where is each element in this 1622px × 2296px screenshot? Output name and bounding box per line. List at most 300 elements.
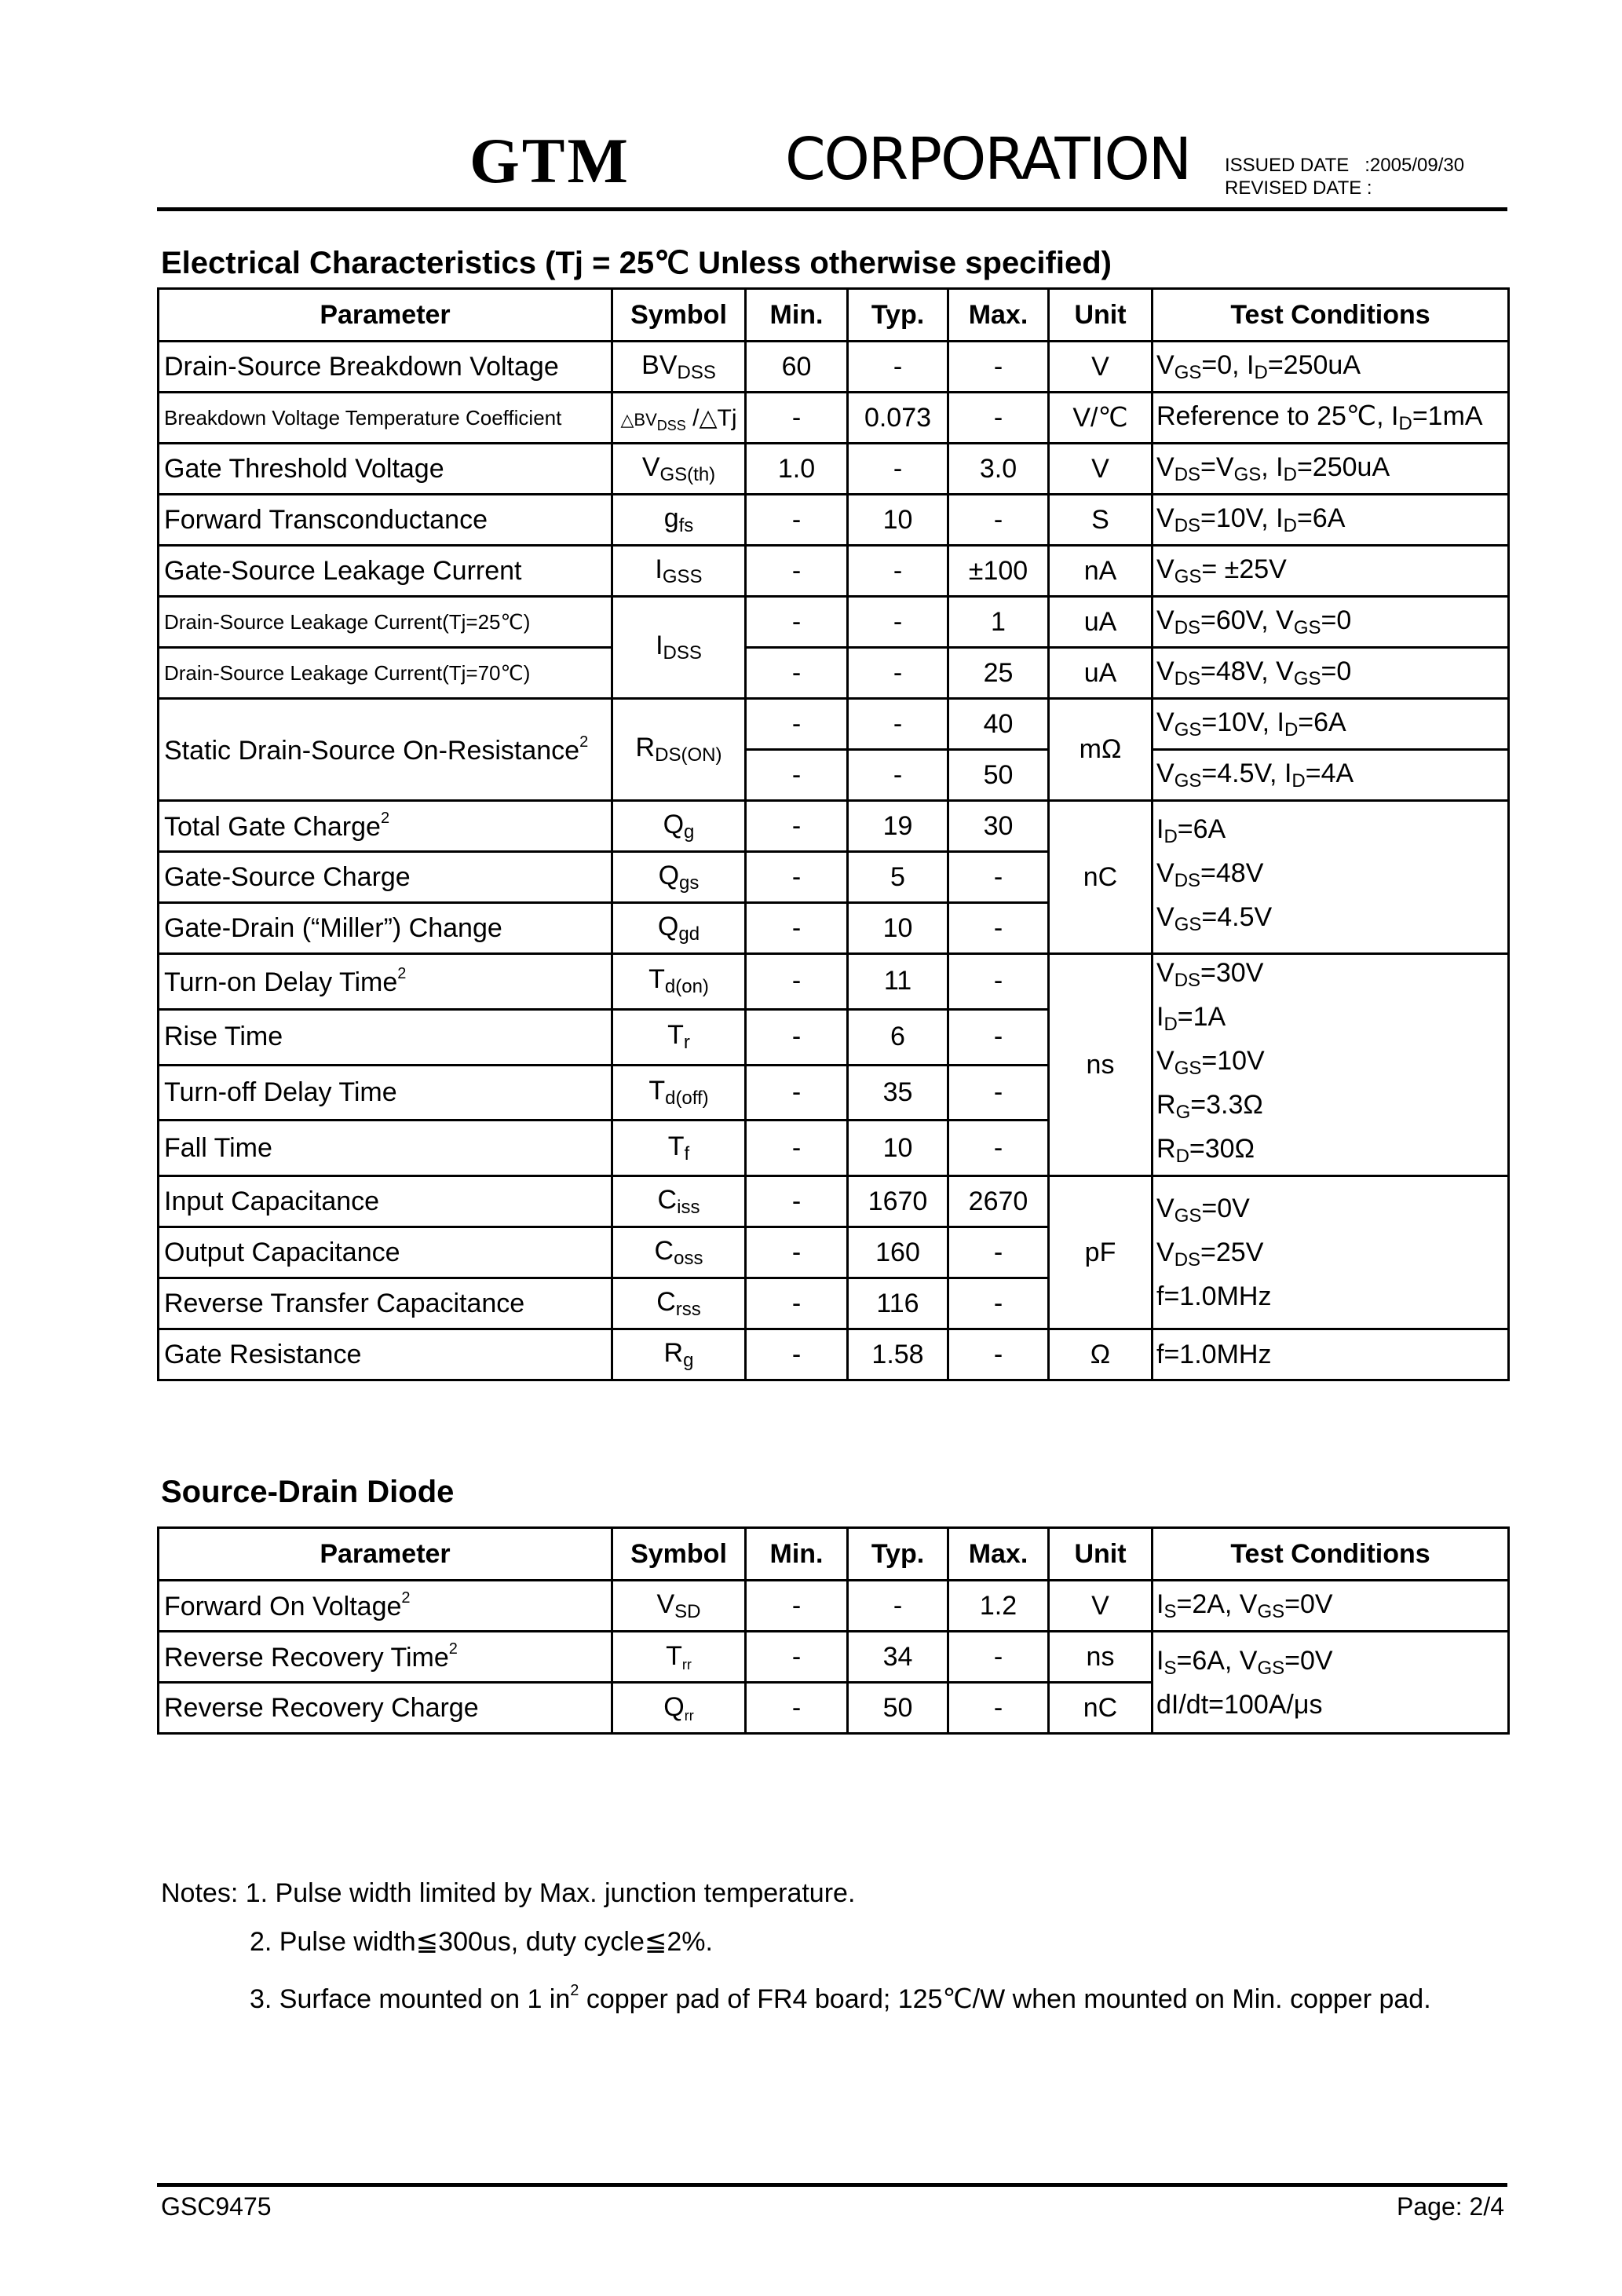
tc-line bbox=[1156, 1643, 1504, 1687]
tc-sub: GS bbox=[1257, 1657, 1285, 1679]
symbol bbox=[612, 1683, 746, 1734]
unit: ns bbox=[1049, 1632, 1153, 1683]
tc-sub: GS bbox=[1174, 1205, 1202, 1227]
parameter: Breakdown Voltage Temperature Coefficient bbox=[159, 393, 612, 444]
col-typ: Typ. bbox=[848, 1528, 948, 1581]
tc-line bbox=[1156, 955, 1504, 999]
tc-line bbox=[1156, 999, 1504, 1043]
tc-text: =1A bbox=[1177, 1002, 1226, 1032]
note-3 bbox=[161, 1966, 1431, 2024]
col-test-conditions: Test Conditions bbox=[1153, 289, 1509, 342]
symbol-sub: d(off) bbox=[665, 1087, 709, 1109]
tc-text: =25V bbox=[1200, 1238, 1264, 1267]
min: - bbox=[746, 1227, 848, 1278]
symbol bbox=[612, 1278, 746, 1329]
typ: 160 bbox=[848, 1227, 948, 1278]
typ: 10 bbox=[848, 495, 948, 546]
unit: S bbox=[1049, 495, 1153, 546]
table-row bbox=[159, 648, 1509, 699]
symbol bbox=[612, 444, 746, 495]
max: - bbox=[948, 1632, 1049, 1683]
test-condition bbox=[1153, 648, 1509, 699]
symbol bbox=[612, 1581, 746, 1632]
unit: nA bbox=[1049, 546, 1153, 597]
tc-sub: D bbox=[1175, 1146, 1189, 1167]
col-parameter: Parameter bbox=[159, 1528, 612, 1581]
symbol-sub: rr bbox=[681, 1656, 692, 1673]
symbol-main: △BV bbox=[620, 409, 657, 430]
min: - bbox=[746, 1176, 848, 1227]
parameter bbox=[159, 1632, 612, 1683]
symbol bbox=[612, 1009, 746, 1065]
table-row bbox=[159, 1176, 1509, 1227]
max: - bbox=[948, 1009, 1049, 1065]
test-condition bbox=[1153, 495, 1509, 546]
parameter: Fall Time bbox=[159, 1121, 612, 1176]
symbol-main: T bbox=[648, 1075, 666, 1106]
company-logo: GTM bbox=[469, 125, 630, 196]
symbol-main: Q bbox=[663, 1691, 685, 1722]
min: - bbox=[746, 1278, 848, 1329]
symbol-sub: DSS bbox=[677, 361, 716, 383]
symbol bbox=[612, 1176, 746, 1227]
tc-text: =V bbox=[1200, 452, 1234, 482]
tc-text: = ±25V bbox=[1201, 554, 1287, 584]
max: 40 bbox=[948, 699, 1049, 750]
min: - bbox=[746, 1065, 848, 1121]
symbol-main: C bbox=[654, 1235, 674, 1266]
typ: 6 bbox=[848, 1009, 948, 1065]
min: - bbox=[746, 1581, 848, 1632]
typ: 11 bbox=[848, 954, 948, 1010]
symbol bbox=[612, 393, 746, 444]
typ: - bbox=[848, 648, 948, 699]
notes bbox=[161, 1869, 1431, 2024]
tc-text: =0V bbox=[1284, 1589, 1333, 1619]
page-number: Page: 2/4 bbox=[1397, 2192, 1504, 2221]
table-row bbox=[159, 597, 1509, 648]
symbol-sub: GSS bbox=[662, 565, 703, 587]
tc-text: I bbox=[1156, 814, 1164, 844]
col-test-conditions: Test Conditions bbox=[1153, 1528, 1509, 1581]
tc-text: =2A, V bbox=[1176, 1589, 1258, 1619]
min: - bbox=[746, 495, 848, 546]
symbol-main: I bbox=[656, 631, 663, 660]
tc-line bbox=[1156, 899, 1504, 943]
symbol-sub: iss bbox=[677, 1196, 700, 1218]
note-ref: 2 bbox=[401, 1589, 411, 1607]
min: - bbox=[746, 1121, 848, 1176]
parameter-text: Forward On Voltage bbox=[164, 1592, 402, 1621]
symbol-main: T bbox=[648, 964, 665, 995]
min: - bbox=[746, 1009, 848, 1065]
tc-text: I bbox=[1156, 1645, 1164, 1676]
typ: - bbox=[848, 546, 948, 597]
table-header-row bbox=[159, 289, 1509, 342]
symbol bbox=[612, 801, 746, 852]
symbol bbox=[612, 495, 746, 546]
tc-text: V bbox=[1156, 1238, 1174, 1267]
max: 1 bbox=[948, 597, 1049, 648]
table-row bbox=[159, 495, 1509, 546]
tc-sub: GS bbox=[1174, 914, 1202, 935]
table-row bbox=[159, 444, 1509, 495]
unit: V bbox=[1049, 1581, 1153, 1632]
min: - bbox=[746, 903, 848, 954]
tc-text: =48V, V bbox=[1200, 656, 1294, 686]
table-row bbox=[159, 342, 1509, 393]
tc-text: =0 bbox=[1321, 605, 1352, 635]
issued-value: :2005/09/30 bbox=[1364, 155, 1465, 176]
tc-text: =10V, I bbox=[1201, 707, 1284, 737]
tc-line bbox=[1156, 811, 1504, 855]
tc-sub: DS bbox=[1174, 514, 1201, 536]
min: - bbox=[746, 801, 848, 852]
tc-sub: GS bbox=[1233, 463, 1262, 485]
parameter bbox=[159, 954, 612, 1010]
col-min: Min. bbox=[746, 1528, 848, 1581]
min: - bbox=[746, 852, 848, 903]
typ: 50 bbox=[848, 1683, 948, 1734]
tc-text: V bbox=[1156, 349, 1174, 380]
symbol-sub: gd bbox=[678, 923, 700, 945]
tc-text: =250uA bbox=[1267, 349, 1361, 380]
unit: nC bbox=[1049, 801, 1153, 954]
issued-label: ISSUED DATE bbox=[1225, 155, 1350, 176]
parameter: Gate-Source Charge bbox=[159, 852, 612, 903]
tc-text: =4A bbox=[1305, 758, 1354, 788]
max: ±100 bbox=[948, 546, 1049, 597]
tc-line: dI/dt=100A/μs bbox=[1156, 1689, 1323, 1720]
parameter: Drain-Source Leakage Current(Tj=25℃) bbox=[159, 597, 612, 648]
symbol-main: I bbox=[655, 554, 663, 584]
parameter: Gate Threshold Voltage bbox=[159, 444, 612, 495]
tc-text: V bbox=[1156, 656, 1174, 686]
tc-sub: GS bbox=[1257, 1600, 1285, 1622]
tc-sub: D bbox=[1254, 361, 1268, 383]
tc-sub: GS bbox=[1174, 361, 1202, 383]
tc-text: =250uA bbox=[1296, 452, 1390, 482]
typ: - bbox=[848, 750, 948, 801]
tc-text: V bbox=[1156, 452, 1174, 482]
symbol bbox=[612, 1121, 746, 1176]
symbol bbox=[612, 1632, 746, 1683]
symbol bbox=[612, 1329, 746, 1380]
date-block bbox=[1225, 154, 1464, 199]
max: - bbox=[948, 1329, 1049, 1380]
tc-text: =0, I bbox=[1201, 349, 1255, 380]
min: - bbox=[746, 393, 848, 444]
unit: uA bbox=[1049, 597, 1153, 648]
parameter: Reverse Transfer Capacitance bbox=[159, 1278, 612, 1329]
note-3-text: 3. Surface mounted on 1 in bbox=[250, 1984, 571, 2014]
min: 60 bbox=[746, 342, 848, 393]
tc-text: =30Ω bbox=[1189, 1134, 1255, 1164]
min: 1.0 bbox=[746, 444, 848, 495]
max: 25 bbox=[948, 648, 1049, 699]
tc-text: Reference to 25℃, I bbox=[1156, 401, 1399, 431]
symbol-main: R bbox=[663, 1337, 684, 1368]
symbol-tail: /△Tj bbox=[685, 404, 737, 431]
test-condition bbox=[1153, 801, 1509, 954]
typ: - bbox=[848, 342, 948, 393]
parameter: Turn-off Delay Time bbox=[159, 1065, 612, 1121]
tc-text: =6A, V bbox=[1176, 1645, 1258, 1676]
col-unit: Unit bbox=[1049, 289, 1153, 342]
col-unit: Unit bbox=[1049, 1528, 1153, 1581]
tc-sub: GS bbox=[1293, 667, 1321, 689]
symbol bbox=[612, 699, 746, 801]
tc-text: V bbox=[1156, 958, 1174, 988]
tc-text: I bbox=[1156, 1589, 1164, 1619]
max: 3.0 bbox=[948, 444, 1049, 495]
parameter bbox=[159, 699, 612, 801]
parameter bbox=[159, 801, 612, 852]
tc-text: =3.3Ω bbox=[1190, 1090, 1263, 1120]
tc-text: =6A bbox=[1298, 707, 1346, 737]
parameter: Forward Transconductance bbox=[159, 495, 612, 546]
parameter: Gate Resistance bbox=[159, 1329, 612, 1380]
test-condition bbox=[1153, 393, 1509, 444]
tc-text: =0 bbox=[1321, 656, 1352, 686]
parameter: Rise Time bbox=[159, 1009, 612, 1065]
unit: nC bbox=[1049, 1683, 1153, 1734]
test-condition bbox=[1153, 546, 1509, 597]
unit: V/℃ bbox=[1049, 393, 1153, 444]
header-rule bbox=[157, 207, 1507, 211]
typ: - bbox=[848, 597, 948, 648]
tc-text: =6A bbox=[1177, 814, 1226, 844]
table-row bbox=[159, 546, 1509, 597]
tc-line bbox=[1156, 855, 1504, 899]
test-condition bbox=[1153, 750, 1509, 801]
note-2: 2. Pulse width≦300us, duty cycle≦2%. bbox=[250, 1927, 713, 1957]
test-condition bbox=[1153, 1176, 1509, 1329]
parameter: Gate-Source Leakage Current bbox=[159, 546, 612, 597]
col-max: Max. bbox=[948, 1528, 1049, 1581]
col-symbol: Symbol bbox=[612, 1528, 746, 1581]
symbol-sub: r bbox=[683, 1032, 690, 1054]
table-header-row bbox=[159, 1528, 1509, 1581]
tc-sub: D bbox=[1164, 1014, 1178, 1035]
table-row bbox=[159, 1329, 1509, 1380]
symbol bbox=[612, 903, 746, 954]
max: - bbox=[948, 954, 1049, 1010]
tc-sub: D bbox=[1164, 826, 1178, 847]
max: 30 bbox=[948, 801, 1049, 852]
tc-text: =4.5V, I bbox=[1201, 758, 1292, 788]
min: - bbox=[746, 1683, 848, 1734]
note-ref: 2 bbox=[397, 964, 407, 982]
max: 2670 bbox=[948, 1176, 1049, 1227]
typ: 5 bbox=[848, 852, 948, 903]
parameter: Gate-Drain (“Miller”) Change bbox=[159, 903, 612, 954]
table-row bbox=[159, 801, 1509, 852]
unit: uA bbox=[1049, 648, 1153, 699]
tc-text: V bbox=[1156, 1046, 1174, 1076]
typ: 10 bbox=[848, 903, 948, 954]
max: - bbox=[948, 1683, 1049, 1734]
unit: Ω bbox=[1049, 1329, 1153, 1380]
tc-sub: GS bbox=[1293, 616, 1321, 638]
tc-sub: D bbox=[1283, 463, 1297, 485]
min: - bbox=[746, 1329, 848, 1380]
tc-sub: DS bbox=[1174, 970, 1201, 991]
footer-rule bbox=[157, 2183, 1507, 2187]
tc-sub: GS bbox=[1174, 770, 1202, 792]
test-condition bbox=[1153, 1632, 1509, 1734]
symbol-sub: g bbox=[684, 821, 695, 843]
test-condition bbox=[1153, 597, 1509, 648]
symbol-sub: fs bbox=[678, 514, 694, 536]
revised-date: REVISED DATE : bbox=[1225, 177, 1372, 199]
parameter: Output Capacitance bbox=[159, 1227, 612, 1278]
tc-sub: DS bbox=[1174, 667, 1201, 689]
tc-sub: D bbox=[1398, 413, 1412, 434]
parameter: Drain-Source Leakage Current(Tj=70℃) bbox=[159, 648, 612, 699]
typ: 1.58 bbox=[848, 1329, 948, 1380]
tc-sub: DS bbox=[1174, 870, 1201, 891]
tc-text: V bbox=[1156, 1194, 1174, 1223]
tc-text: =1mA bbox=[1412, 401, 1483, 431]
max: - bbox=[948, 1065, 1049, 1121]
max: 50 bbox=[948, 750, 1049, 801]
typ: 19 bbox=[848, 801, 948, 852]
tc-sub: DS bbox=[1174, 463, 1201, 485]
symbol-sub: SD bbox=[674, 1600, 701, 1622]
tc-line bbox=[1156, 1190, 1504, 1234]
parameter-text: Reverse Recovery Time bbox=[164, 1643, 449, 1673]
test-condition bbox=[1153, 444, 1509, 495]
company-name: CORPORATION bbox=[785, 126, 1191, 193]
note-ref: 2 bbox=[380, 810, 390, 827]
table-row bbox=[159, 1581, 1509, 1632]
tc-text: I bbox=[1156, 1002, 1164, 1032]
max: - bbox=[948, 342, 1049, 393]
symbol-sub: d(on) bbox=[664, 976, 709, 998]
symbol bbox=[612, 1227, 746, 1278]
symbol-main: R bbox=[635, 733, 656, 762]
test-condition bbox=[1153, 954, 1509, 1176]
parameter-text: Static Drain-Source On-Resistance bbox=[164, 735, 580, 766]
parameter: Drain-Source Breakdown Voltage bbox=[159, 342, 612, 393]
source-drain-diode-table bbox=[157, 1526, 1510, 1735]
table-row bbox=[159, 954, 1509, 1010]
note-ref: 2 bbox=[579, 733, 589, 751]
max: - bbox=[948, 852, 1049, 903]
col-min: Min. bbox=[746, 289, 848, 342]
symbol bbox=[612, 954, 746, 1010]
test-condition bbox=[1153, 699, 1509, 750]
symbol-main: BV bbox=[641, 349, 678, 380]
table-row bbox=[159, 1632, 1509, 1683]
typ: - bbox=[848, 1581, 948, 1632]
tc-text: V bbox=[1156, 858, 1174, 888]
unit: V bbox=[1049, 444, 1153, 495]
symbol-main: T bbox=[667, 1131, 685, 1161]
tc-sub: S bbox=[1164, 1657, 1177, 1679]
symbol-sub: GS(th) bbox=[659, 463, 716, 485]
symbol-main: C bbox=[657, 1184, 678, 1215]
tc-sub: DS bbox=[1174, 1249, 1201, 1270]
max: 1.2 bbox=[948, 1581, 1049, 1632]
symbol-sub: rr bbox=[684, 1707, 694, 1724]
tc-text: =60V, V bbox=[1200, 605, 1294, 635]
max: - bbox=[948, 1227, 1049, 1278]
tc-text: =48V bbox=[1200, 858, 1264, 888]
typ: 0.073 bbox=[848, 393, 948, 444]
tc-text: V bbox=[1156, 605, 1174, 635]
min: - bbox=[746, 1632, 848, 1683]
col-max: Max. bbox=[948, 289, 1049, 342]
symbol bbox=[612, 1065, 746, 1121]
tc-text: R bbox=[1156, 1134, 1176, 1164]
tc-sub: D bbox=[1284, 718, 1299, 740]
unit: mΩ bbox=[1049, 699, 1153, 801]
symbol-sub: gs bbox=[679, 872, 700, 894]
unit: pF bbox=[1049, 1176, 1153, 1329]
tc-sub: G bbox=[1175, 1102, 1191, 1123]
min: - bbox=[746, 954, 848, 1010]
note-ref: 2 bbox=[448, 1640, 458, 1658]
document-number: GSC9475 bbox=[161, 2192, 272, 2221]
tc-sub: S bbox=[1164, 1600, 1177, 1622]
tc-text: =30V bbox=[1200, 958, 1264, 988]
table-row bbox=[159, 393, 1509, 444]
tc-sub: GS bbox=[1174, 565, 1202, 587]
col-typ: Typ. bbox=[848, 289, 948, 342]
tc-line bbox=[1156, 1043, 1504, 1087]
symbol-main: Q bbox=[657, 911, 679, 941]
symbol-main: T bbox=[667, 1020, 684, 1051]
symbol-sub: f bbox=[684, 1143, 690, 1164]
symbol-main: C bbox=[656, 1286, 676, 1317]
note-1: Notes: 1. Pulse width limited by Max. junction temperature. bbox=[161, 1878, 856, 1908]
max: - bbox=[948, 495, 1049, 546]
note-3-text: copper pad of FR4 board; 125℃/W when mounted on Min. copper pad. bbox=[579, 1984, 1431, 2014]
tc-text: R bbox=[1156, 1090, 1176, 1120]
symbol-main: Q bbox=[663, 809, 685, 839]
min: - bbox=[746, 597, 848, 648]
symbol-main: V bbox=[656, 1589, 675, 1619]
source-drain-diode-title: Source-Drain Diode bbox=[161, 1475, 455, 1509]
symbol-main: T bbox=[666, 1640, 682, 1671]
max: - bbox=[948, 1121, 1049, 1176]
typ: - bbox=[848, 699, 948, 750]
col-symbol: Symbol bbox=[612, 289, 746, 342]
parameter: Reverse Recovery Charge bbox=[159, 1683, 612, 1734]
tc-text: V bbox=[1156, 758, 1174, 788]
symbol bbox=[612, 546, 746, 597]
tc-sub: GS bbox=[1174, 1058, 1202, 1079]
symbol-sub: DSS bbox=[656, 417, 686, 433]
symbol bbox=[612, 852, 746, 903]
test-condition bbox=[1153, 342, 1509, 393]
tc-text: =4.5V bbox=[1201, 902, 1273, 932]
parameter-text: Total Gate Charge bbox=[164, 812, 381, 842]
typ: 35 bbox=[848, 1065, 948, 1121]
tc-text: V bbox=[1156, 503, 1174, 533]
symbol-main: V bbox=[641, 452, 660, 482]
issued-date bbox=[1225, 154, 1464, 177]
table-row bbox=[159, 699, 1509, 750]
tc-sub: DS bbox=[1174, 616, 1201, 638]
min: - bbox=[746, 546, 848, 597]
col-parameter: Parameter bbox=[159, 289, 612, 342]
tc-sub: GS bbox=[1174, 718, 1202, 740]
unit: ns bbox=[1049, 954, 1153, 1176]
typ: 116 bbox=[848, 1278, 948, 1329]
